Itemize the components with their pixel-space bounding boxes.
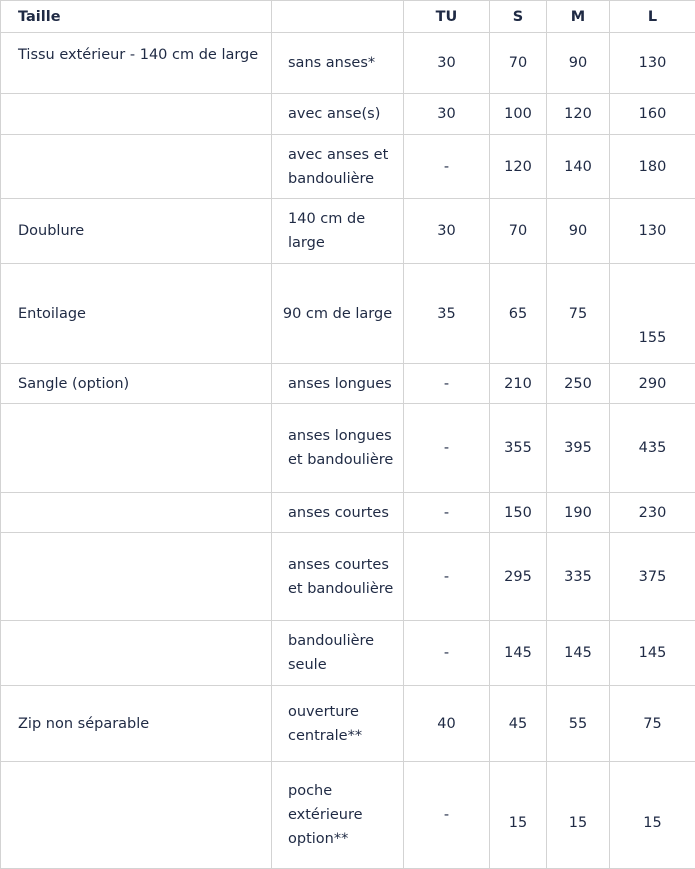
row-variant-label: anses longues et bandoulière <box>272 404 404 493</box>
row-variant-label: 140 cm de large <box>272 199 404 264</box>
header-s: S <box>490 1 547 33</box>
cell-l: 180 <box>610 135 695 199</box>
cell-l: 145 <box>610 621 695 686</box>
row-variant-label: anses courtes et bandoulière <box>272 533 404 621</box>
header-taille: Taille <box>1 1 272 33</box>
row-variant-label: 90 cm de large <box>272 264 404 364</box>
cell-m: 140 <box>547 135 610 199</box>
table-row <box>1 94 695 135</box>
cell-s: 65 <box>490 264 547 364</box>
table-row <box>1 686 695 762</box>
cell-tu: - <box>404 621 490 686</box>
cell-tu: - <box>404 533 490 621</box>
cell-tu: 35 <box>404 264 490 364</box>
cell-m: 120 <box>547 94 610 135</box>
cell-l: 130 <box>610 33 695 94</box>
cell-l: 230 <box>610 493 695 533</box>
cell-tu: - <box>404 493 490 533</box>
table-row <box>1 33 695 94</box>
table-row <box>1 199 695 264</box>
row-item-label <box>1 94 272 135</box>
row-item-label <box>1 621 272 686</box>
table-row <box>1 493 695 533</box>
cell-s: 45 <box>490 686 547 762</box>
row-item-label: Sangle (option) <box>1 364 272 404</box>
cell-l: 290 <box>610 364 695 404</box>
cell-s: 15 <box>490 762 547 869</box>
cell-tu: 30 <box>404 199 490 264</box>
row-variant-label: avec anses et bandoulière <box>272 135 404 199</box>
cell-m: 250 <box>547 364 610 404</box>
cell-m: 55 <box>547 686 610 762</box>
row-variant-label: anses courtes <box>272 493 404 533</box>
cell-m: 335 <box>547 533 610 621</box>
cell-l: 15 <box>610 762 695 869</box>
row-item-label: Doublure <box>1 199 272 264</box>
row-item-label <box>1 135 272 199</box>
row-variant-label: poche extérieure option** <box>272 762 404 869</box>
table-row <box>1 762 695 869</box>
header-l: L <box>610 1 695 33</box>
cell-s: 210 <box>490 364 547 404</box>
table-row <box>1 264 695 364</box>
header-variant <box>272 1 404 33</box>
header-m: M <box>547 1 610 33</box>
cell-tu: - <box>404 762 490 869</box>
row-item-label: Zip non séparable <box>1 686 272 762</box>
cell-s: 295 <box>490 533 547 621</box>
row-variant-label: anses longues <box>272 364 404 404</box>
cell-m: 75 <box>547 264 610 364</box>
cell-m: 90 <box>547 199 610 264</box>
row-variant-label: bandoulière seule <box>272 621 404 686</box>
row-item-label <box>1 493 272 533</box>
table-row <box>1 533 695 621</box>
cell-m: 190 <box>547 493 610 533</box>
row-item-label <box>1 762 272 869</box>
row-item-label: Tissu extérieur - 140 cm de large <box>1 33 272 94</box>
table-row <box>1 404 695 493</box>
row-item-label <box>1 404 272 493</box>
cell-tu: 30 <box>404 33 490 94</box>
row-item-label <box>1 533 272 621</box>
cell-s: 120 <box>490 135 547 199</box>
cell-m: 395 <box>547 404 610 493</box>
cell-m: 15 <box>547 762 610 869</box>
row-variant-label: avec anse(s) <box>272 94 404 135</box>
table-row <box>1 135 695 199</box>
cell-l: 155 <box>610 264 695 364</box>
cell-l: 375 <box>610 533 695 621</box>
table-row <box>1 364 695 404</box>
cell-l: 160 <box>610 94 695 135</box>
cell-s: 70 <box>490 33 547 94</box>
cell-tu: 40 <box>404 686 490 762</box>
row-variant-label: ouverture centrale** <box>272 686 404 762</box>
cell-l: 75 <box>610 686 695 762</box>
table-row <box>1 621 695 686</box>
cell-tu: - <box>404 135 490 199</box>
cell-m: 90 <box>547 33 610 94</box>
row-variant-label: sans anses* <box>272 33 404 94</box>
header-row <box>1 1 695 33</box>
cell-tu: 30 <box>404 94 490 135</box>
cell-tu: - <box>404 404 490 493</box>
cell-s: 145 <box>490 621 547 686</box>
cell-s: 150 <box>490 493 547 533</box>
cell-s: 100 <box>490 94 547 135</box>
cell-tu: - <box>404 364 490 404</box>
row-item-label: Entoilage <box>1 264 272 364</box>
cell-l: 435 <box>610 404 695 493</box>
cell-s: 355 <box>490 404 547 493</box>
cell-l: 130 <box>610 199 695 264</box>
cell-m: 145 <box>547 621 610 686</box>
cell-s: 70 <box>490 199 547 264</box>
header-tu: TU <box>404 1 490 33</box>
